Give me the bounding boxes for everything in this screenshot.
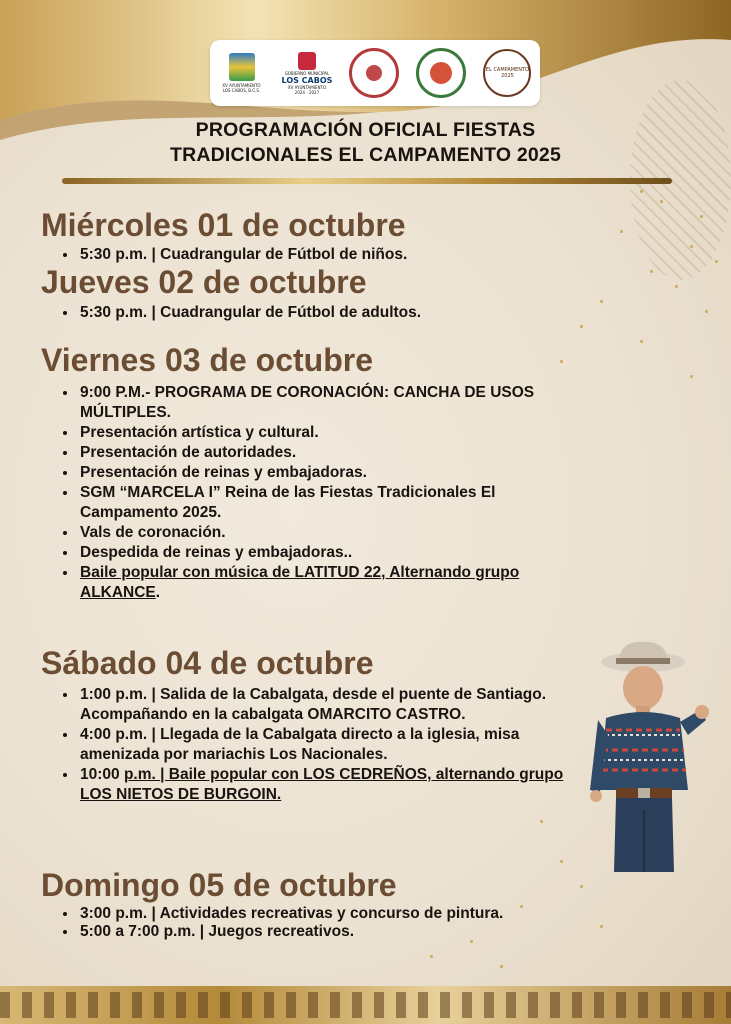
gold-divider	[62, 178, 672, 184]
page-title	[0, 118, 731, 168]
campamento-logo-text: EL CAMPAMENTO 2025	[485, 67, 529, 79]
title-line-2: TRADICIONALES EL CAMPAMENTO 2025	[169, 144, 562, 166]
list-item: • 3:00 p.m. | Actividades recreativas y concurso de pintura.	[78, 905, 548, 923]
boy-cowboy-photo	[588, 640, 718, 872]
day-title-sabado: Sábado 04 de octubre	[41, 645, 374, 681]
cedrenos-text: p.m. | Baile popular con LOS CEDREÑOS, alternando grupo LOS NIETOS DE BURGOIN.	[80, 766, 564, 803]
ayuntamiento-caption: XV AYUNTAMIENTO LOS CABOS, B.C.S.	[222, 83, 261, 93]
ayuntamiento-logo	[219, 53, 265, 93]
campamento-logo	[483, 49, 531, 97]
list-item: • Despedida de reinas y embajadoras..	[78, 543, 583, 563]
seal-logo	[349, 48, 399, 98]
list-item: • Presentación de autoridades.	[78, 443, 583, 463]
los-cabos-years: 2024 - 2027	[294, 89, 320, 95]
time-label: 10:00	[80, 766, 120, 783]
list-item: • 9:00 P.M.- PROGRAMA DE CORONACIÓN: CANCHA DE USOS MÚLTIPLES.	[78, 383, 583, 423]
title-line-1: PROGRAMACIÓN OFICIAL FIESTAS	[195, 119, 536, 141]
latitud-link-text: Baile popular con música de LATITUD 22, Alternando grupo ALKANCE	[80, 564, 520, 601]
border-pattern	[0, 992, 731, 1018]
participacion-ciudadana-logo	[416, 48, 466, 98]
los-cabos-logo	[282, 52, 333, 95]
bottom-decorative-border	[0, 986, 731, 1024]
list-jueves	[54, 303, 638, 323]
los-cabos-name: LOS CABOS	[281, 75, 333, 85]
list-item: • Presentación artística y cultural.	[78, 423, 583, 443]
day-title-viernes: Viernes 03 de octubre	[41, 342, 373, 378]
list-item: • SGM “MARCELA I” Reina de las Fiestas Tradicionales El Campamento 2025.	[78, 483, 583, 523]
list-item: • 4:00 p.m. | Llegada de la Cabalgata directo a la iglesia, misa amenizada por mariachis Los Nacionales.	[78, 725, 568, 765]
list-item: • 5:30 p.m. | Cuadrangular de Fútbol de adultos.	[78, 303, 638, 323]
list-item	[78, 765, 568, 805]
list-sabado	[54, 685, 568, 805]
list-item: • 1:00 p.m. | Salida de la Cabalgata, desde el puente de Santiago. Acompañando en la cabalgata OMARCITO CASTRO.	[78, 685, 568, 725]
list-viernes	[54, 383, 583, 603]
list-item: • 5:00 a 7:00 p.m. | Juegos recreativos.	[78, 923, 548, 941]
los-cabos-top: GOBIERNO MUNICIPAL	[284, 70, 330, 76]
list-item: • Vals de coronación.	[78, 523, 583, 543]
logos-bar	[210, 40, 540, 106]
list-item: • Baile popular con música de LATITUD 22, Alternando grupo ALKANCE.	[78, 563, 583, 603]
day-title-miercoles: Miércoles 01 de octubre	[41, 207, 406, 243]
los-cabos-sub: XV AYUNTAMIENTO	[287, 84, 327, 90]
list-miercoles	[54, 245, 638, 265]
list-item: • Presentación de reinas y embajadoras.	[78, 463, 583, 483]
list-domingo	[54, 905, 548, 941]
day-title-jueves: Jueves 02 de octubre	[41, 264, 367, 300]
list-item: • 5:30 p.m. | Cuadrangular de Fútbol de niños.	[78, 245, 638, 265]
day-title-domingo: Domingo 05 de octubre	[41, 867, 397, 903]
